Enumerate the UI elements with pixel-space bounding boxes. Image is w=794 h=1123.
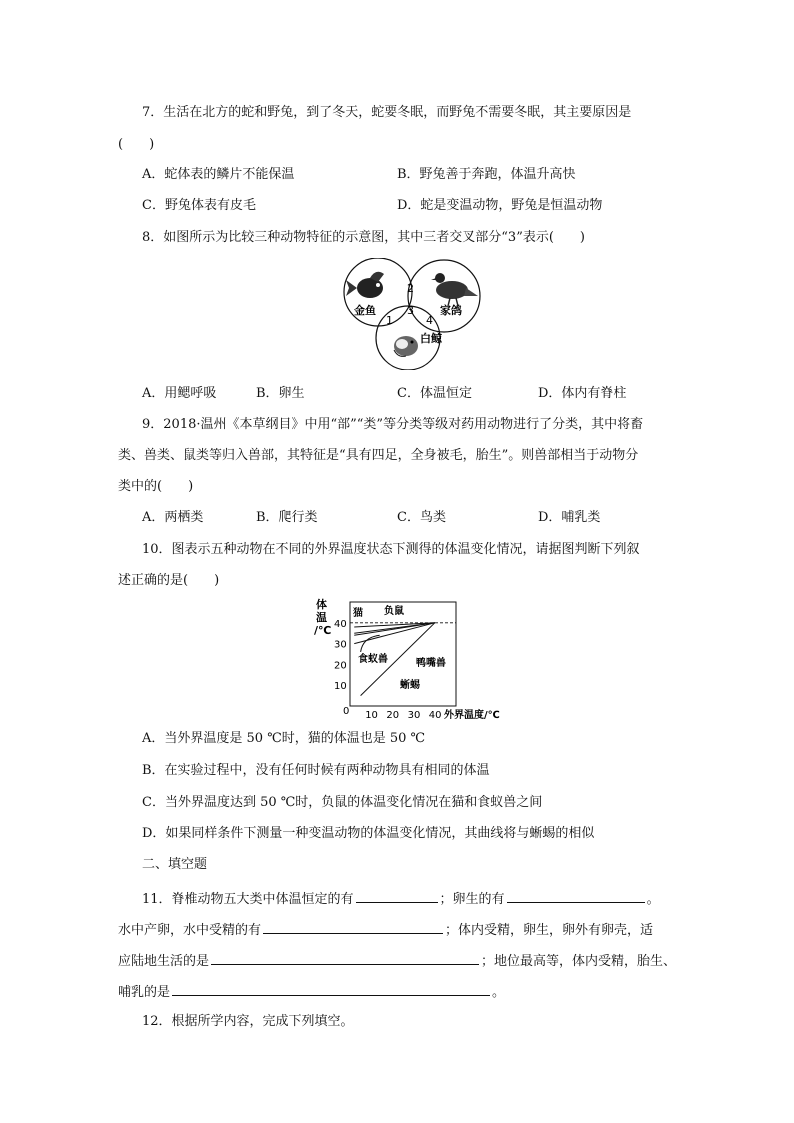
q11-text-1: 11．脊椎动物五大类中体温恒定的有 xyxy=(142,892,354,907)
venn-label-pigeon: 家鸽 xyxy=(440,304,462,317)
chart-series-label: 猫 xyxy=(353,608,363,619)
q11-text-6: 应陆地生活的是 xyxy=(118,954,210,969)
q8-option-d: D．体内有脊柱 xyxy=(538,386,627,401)
venn-diagram xyxy=(340,258,485,370)
chart-x-tick-label: 10 xyxy=(365,710,378,721)
q11-blank-1[interactable] xyxy=(356,888,438,903)
chart-xlabel: 外界温度/℃ xyxy=(444,710,500,721)
q10-stem-line2: 述正确的是( ) xyxy=(118,573,220,588)
chart-ylabel-line3: /℃ xyxy=(314,624,332,637)
chart-series-label: 食蚁兽 xyxy=(358,654,388,665)
q10-option-a: A．当外界温度是 50 ℃时，猫的体温也是 50 ℃ xyxy=(142,731,426,746)
q8-stem: 8．如图所示为比较三种动物特征的示意图，其中三者交叉部分“3”表示( ) xyxy=(142,230,585,245)
q9-stem-line2: 类、兽类、鼠类等归入兽部，其特征是“具有四足，全身被毛，胎生”。则兽部相当于动物分 xyxy=(118,448,639,463)
q11-text-5: ；体内受精，卵生，卵外有卵壳，适 xyxy=(445,923,654,938)
chart-y-tick-label: 30 xyxy=(334,639,347,651)
chart-ylabel-line2: 温 xyxy=(316,611,327,624)
chart-x-tick-label: 40 xyxy=(428,710,442,721)
chart-series-label: 负鼠 xyxy=(384,606,404,617)
chart-origin-label: 0 xyxy=(343,706,350,717)
chart-x-tick-label: 20 xyxy=(386,710,400,721)
beluga-icon xyxy=(394,336,418,356)
chart-ylabel-line1: 体 xyxy=(316,598,327,611)
goldfish-icon xyxy=(346,272,384,298)
q7-option-a: A．蛇体表的鳞片不能保温 xyxy=(142,167,295,182)
q10-option-b: B．在实验过程中，没有任何时候有两种动物具有相同的体温 xyxy=(142,763,490,778)
section-heading-fill-in: 二、填空题 xyxy=(142,857,208,872)
chart-y-tick-label: 40 xyxy=(334,618,347,630)
q7-option-d: D．蛇是变温动物，野兔是恒温动物 xyxy=(397,198,603,213)
q11-line4 xyxy=(118,981,505,1002)
q7-stem-line1: 7．生活在北方的蛇和野兔，到了冬天，蛇要冬眠，而野兔不需要冬眠，其主要原因是 xyxy=(142,105,632,120)
q8-option-c: C．体温恒定 xyxy=(397,386,472,401)
q11-blank-4[interactable] xyxy=(211,950,479,965)
q8-option-a: A．用鳃呼吸 xyxy=(142,386,217,401)
q11-text-3: 。 xyxy=(646,892,660,907)
q11-text-2: ；卵生的有 xyxy=(439,892,505,907)
q11-line3 xyxy=(118,950,676,971)
q9-stem-line3: 类中的( ) xyxy=(118,479,194,494)
q11-text-9: 。 xyxy=(492,985,506,1000)
chart-y-tick-label: 20 xyxy=(334,660,347,672)
q12-stem: 12．根据所学内容，完成下列填空。 xyxy=(142,1014,354,1029)
venn-label-whale: 白鲸 xyxy=(420,332,442,345)
venn-region-3: 3 xyxy=(407,304,414,317)
q11-line1 xyxy=(142,888,660,909)
q11-text-4: 水中产卵，水中受精的有 xyxy=(118,923,262,938)
q10-option-c: C．当外界温度达到 50 ℃时，负鼠的体温变化情况在猫和食蚁兽之间 xyxy=(142,795,543,810)
chart-series-label: 蜥蜴 xyxy=(400,680,420,691)
q11-text-7: ；地位最高等，体内受精，胎生、 xyxy=(481,954,677,969)
q11-blank-2[interactable] xyxy=(507,888,645,903)
chart-series-label: 鸭嘴兽 xyxy=(416,658,446,669)
q8-option-b: B．卵生 xyxy=(256,386,305,401)
q11-blank-5[interactable] xyxy=(172,981,490,996)
q7-option-b: B．野兔善于奔跑，体温升高快 xyxy=(397,167,576,182)
chart-x-tick-label: 30 xyxy=(407,710,421,721)
q11-blank-3[interactable] xyxy=(263,919,443,934)
q9-option-d: D．哺乳类 xyxy=(538,510,601,525)
q7-option-c: C．野兔体表有皮毛 xyxy=(142,198,256,213)
q9-option-b: B．爬行类 xyxy=(256,510,318,525)
q7-stem-line2: ( ) xyxy=(118,137,155,152)
body-temperature-chart xyxy=(310,594,520,724)
pigeon-icon xyxy=(431,273,478,306)
venn-region-4: 4 xyxy=(426,314,433,327)
venn-region-1: 1 xyxy=(386,314,393,327)
chart-y-tick-label: 10 xyxy=(334,681,347,693)
q11-line2 xyxy=(118,919,653,940)
venn-label-goldfish: 金鱼 xyxy=(354,304,376,317)
q9-option-a: A．两栖类 xyxy=(142,510,204,525)
q9-stem-line1: 9．2018·温州《本草纲目》中用“部”“类”等分类等级对药用动物进行了分类，其中将畜 xyxy=(142,417,644,432)
q9-option-c: C．鸟类 xyxy=(397,510,446,525)
q11-text-8: 哺乳的是 xyxy=(118,985,171,1000)
q10-stem-line1: 10．图表示五种动物在不同的外界温度状态下测得的体温变化情况，请据图判断下列叙 xyxy=(142,542,640,557)
venn-region-2: 2 xyxy=(407,282,414,295)
q10-option-d: D．如果同样条件下测量一种变温动物的体温变化情况，其曲线将与蜥蜴的相似 xyxy=(142,826,595,841)
